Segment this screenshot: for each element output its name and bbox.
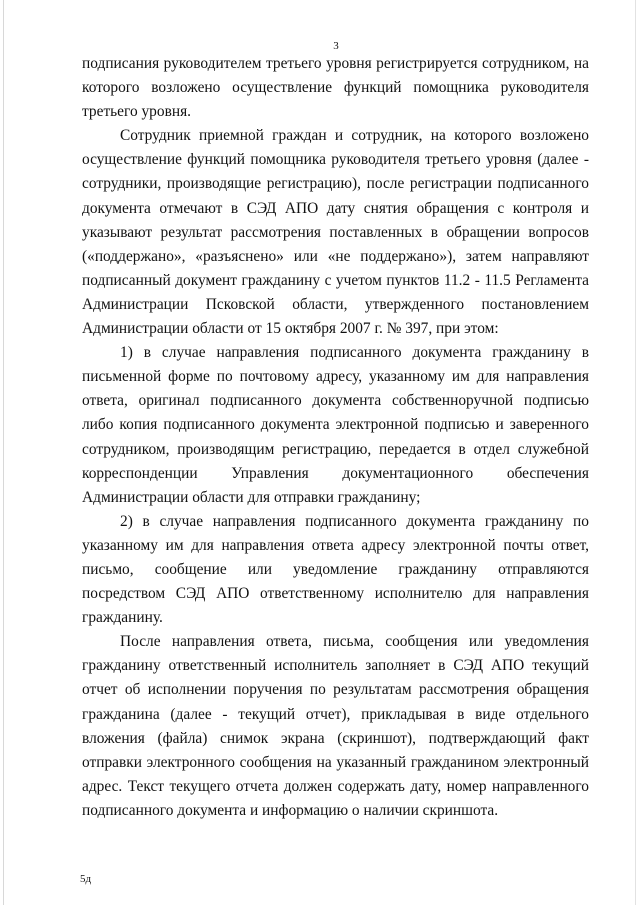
paragraph-registration: Сотрудник приемной граждан и сотрудник, на которого возложено осуществление функций помощника руководителя третьего уровня (далее - сотрудники, производящие регистрацию), после регистрации подписанного документа отмечают в СЭД АПО дату снятия обращения с контроля и указывают результат рассмотрения поставленных в обращении вопросов («поддержано», «разъяснено» или «не поддержано»), затем направляют подписанный документ гражданину с учетом пунктов 11.2 - 11.5 Регламента Администрации Псковской области, утвержденного постановлением Администрации области от 15 октября 2007 г. № 397, при этом:	[82, 127, 589, 338]
paragraph-report: После направления ответа, письма, сообщения или уведомления гражданину ответственный исполнитель заполняет в СЭД АПО текущий отчет об исполнении поручения по результатам рассмотрения обращения гражданина (далее - текущий отчет), прикладывая в виде отдельного вложения (файла) снимок экрана (скриншот), подтверждающий факт отправки электронного сообщения на указанный гражданином электронный адрес. Текст текущего отчета должен содержать дату, номер направленного подписанного документа и информацию о наличии скриншота.	[82, 633, 589, 819]
document-body	[82, 52, 589, 823]
paragraph-continuation: подписания руководителем третьего уровня регистрируется сотрудником, на которого возложено осуществление функций помощника руководителя третьего уровня.	[82, 55, 589, 121]
paragraph-item-2: 2) в случае направления подписанного документа гражданину по указанному им для направления ответа адресу электронной почты ответ, письмо, сообщение или уведомление гражданину отправляются посредством СЭД АПО ответственному исполнителю для направления гражданину.	[82, 512, 589, 627]
paragraph-item-1: 1) в случае направления подписанного документа гражданину в письменной форме по почтовому адресу, указанному им для направления ответа, оригинал подписанного документа собственноручной подписью либо копия подписанного документа электронной подписью и заверенного сотрудником, производящим регистрацию, передается в отдел служебной корреспонденции Управления документационного обеспечения Администрации области для отправки гражданину;	[82, 344, 589, 506]
footer-code: 5д	[80, 873, 92, 885]
scan-edge-left	[3, 0, 4, 905]
page-number: 3	[333, 40, 339, 52]
scan-edge-right	[635, 0, 636, 905]
